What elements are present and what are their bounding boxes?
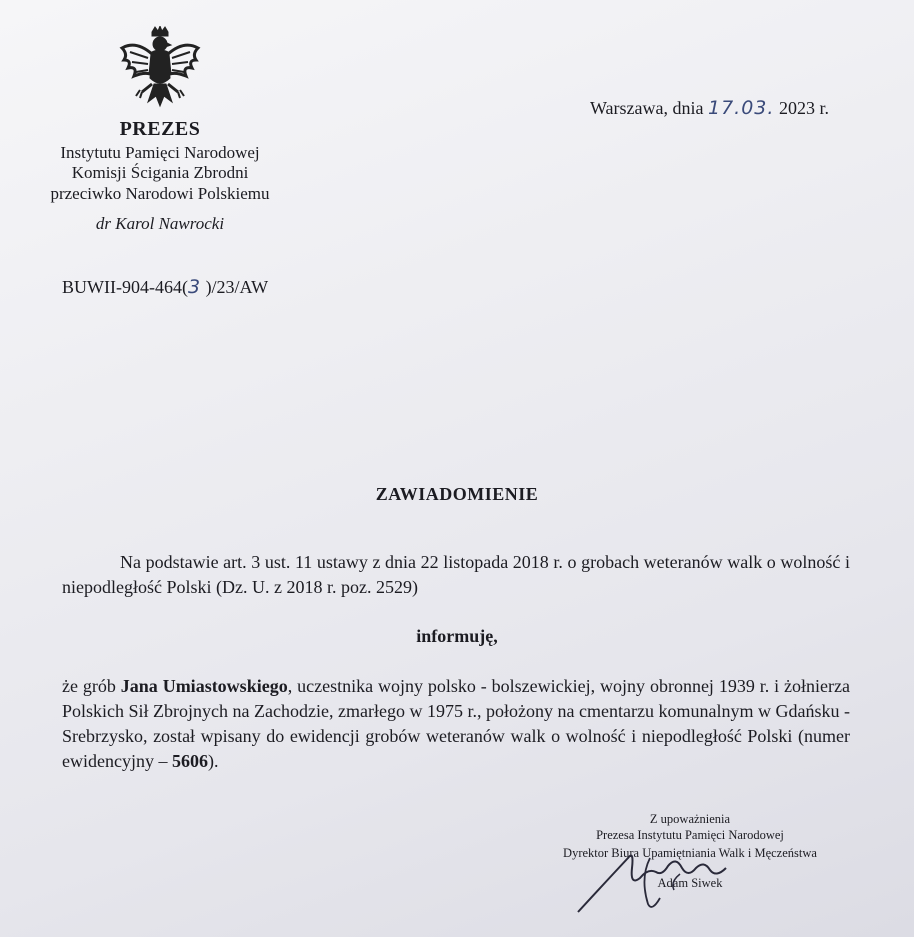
reference-number (62, 276, 268, 298)
reference-prefix: BUWII-904-464( (62, 277, 188, 297)
signature-authorization-line: Z upoważnienia (649, 812, 731, 826)
place-and-date (590, 97, 829, 119)
signature-position-line: Dyrektor Biura Upamiętniania Walk i Męczeństwa (563, 846, 817, 860)
handwritten-reference-digit: 3 (187, 276, 202, 298)
notice-text-part-2: , uczestnika wojny polsko - bolszewickiej, wojny obronnej 1939 r. i żołnierza Polskich Sił Zbrojnych na Zachodzie, zmarłego w 1975 r., położony na cmentarzu komunalnym w Gdańsku - Srebrzysko, został wpisany do ewidencji grobów weteranów walk o wolność i niepodległość Polski (numer ewidencyjny – (62, 676, 850, 771)
legal-basis-paragraph: Na podstawie art. 3 ust. 11 ustawy z dnia 22 listopada 2018 r. o grobach weteranów walk o wolność i niepodległość Polski (Dz. U. z 2018 r. poz. 2529) (62, 552, 850, 597)
institution-line-3: przeciwko Narodowi Polskiemu (50, 184, 270, 203)
president-name: dr Karol Nawrocki (95, 214, 225, 233)
eagle-emblem-icon (118, 26, 202, 114)
institution-line-1: Instytutu Pamięci Narodowej (60, 143, 260, 162)
person-name: Jana Umiastowskiego (120, 676, 288, 696)
signatory-name: Adam Siwek (657, 876, 723, 890)
notice-paragraph (62, 674, 850, 774)
place-prefix: Warszawa, dnia (590, 98, 704, 118)
institution-line-2: Komisji Ścigania Zbrodni (71, 163, 249, 182)
handwritten-date: 17.03. (708, 97, 775, 119)
office-title: PREZES (119, 118, 201, 140)
signature-authority-line: Prezesa Instytutu Pamięci Narodowej (596, 828, 784, 842)
document-title: ZAWIADOMIENIE (375, 484, 539, 504)
reference-suffix: )/23/AW (201, 277, 269, 297)
inform-heading: informuję, (416, 626, 498, 646)
handwritten-signature-icon (570, 838, 770, 918)
notice-text-part-3: ). (207, 751, 219, 771)
registration-number: 5606 (171, 751, 208, 771)
notice-text-part-1: że grób (62, 676, 121, 696)
date-year: 2023 r. (778, 98, 829, 118)
